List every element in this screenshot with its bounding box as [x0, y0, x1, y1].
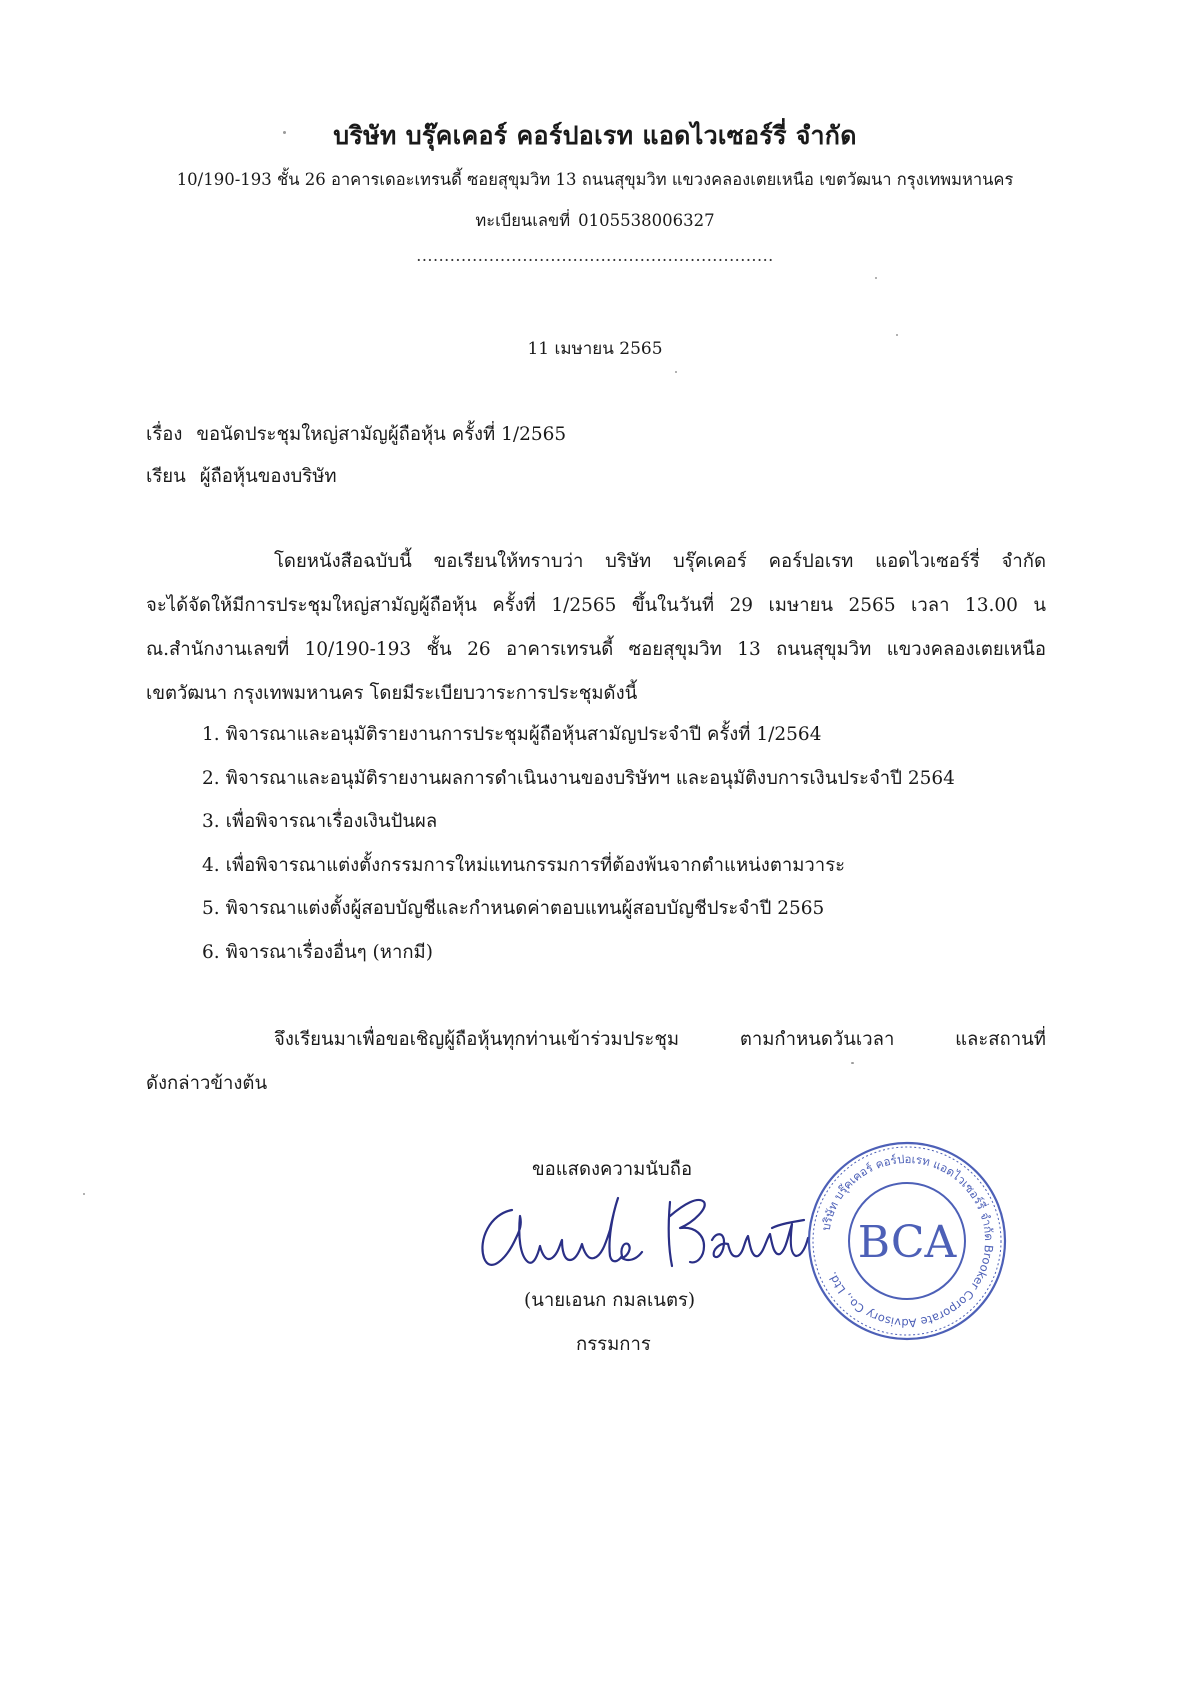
intro-line: เขตวัฒนา กรุงเทพมหานคร โดยมีระเบียบวาระการประชุมดังนี้ — [146, 683, 638, 704]
scan-speck — [896, 334, 898, 336]
agenda-number: 6. — [202, 941, 220, 963]
closing-line: ดังกล่าวข้างต้น — [146, 1073, 268, 1094]
scan-speck — [283, 131, 286, 134]
agenda-list — [202, 713, 955, 974]
agenda-number: 4. — [202, 854, 220, 876]
company-seal — [802, 1136, 1012, 1346]
agenda-text: พิจารณาและอนุมัติรายงานการประชุมผู้ถือหุ้นสามัญประจำปี ครั้งที่ 1/2564 — [225, 724, 822, 745]
regards-text: ขอแสดงความนับถือ — [532, 1159, 693, 1180]
agenda-item — [202, 887, 955, 931]
scan-speck — [675, 371, 677, 373]
registration-number: 0105538006327 — [578, 211, 715, 230]
recipient-label: เรียน — [146, 466, 186, 487]
agenda-item — [202, 800, 955, 844]
intro-line: ณ.สำนักงานเลขที่ 10/190-193 ชั้น 26 อาคารเทรนดี้ ซอยสุขุมวิท 13 ถนนสุขุมวิท แขวงคลองเตยเหนือ — [146, 639, 1046, 660]
scan-speck — [83, 1193, 85, 1195]
agenda-text: พิจารณาเรื่องอื่นๆ (หากมี) — [225, 941, 433, 963]
intro-line: จะได้จัดให้มีการประชุมใหญ่สามัญผู้ถือหุ้น ครั้งที่ 1/2565 ขึ้นในวันที่ 29 เมษายน 2565 เวลา 13.00 น — [146, 595, 1046, 616]
intro-paragraph — [146, 540, 1046, 716]
scan-speck — [851, 1062, 854, 1064]
company-address: 10/190-193 ชั้น 26 อาคารเดอะเทรนดี้ ซอยสุขุมวิท 13 ถนนสุขุมวิท แขวงคลองเตยเหนือ เขตวัฒนา กรุงเทพมหานคร — [176, 170, 1014, 189]
subject-text: ขอนัดประชุมใหญ่สามัญผู้ถือหุ้น ครั้งที่ 1/2565 — [196, 424, 567, 445]
agenda-number: 2. — [202, 767, 220, 789]
signatory-name: (นายเอนก กมลเนตร) — [524, 1290, 696, 1311]
agenda-text: เพื่อพิจารณาแต่งตั้งกรรมการใหม่แทนกรรมการที่ต้องพ้นจากตำแหน่งตามวาระ — [225, 854, 846, 876]
subject-label: เรื่อง — [146, 424, 183, 445]
recipient-line — [146, 462, 337, 491]
scan-speck — [875, 277, 877, 279]
closing-line: จึงเรียนมาเพื่อขอเชิญผู้ถือหุ้นทุกท่านเข้าร่วมประชุม ตามกำหนดวันเวลา และสถานที่ — [274, 1029, 1046, 1050]
agenda-item — [202, 757, 955, 801]
agenda-number: 3. — [202, 811, 220, 832]
agenda-item — [202, 713, 955, 757]
company-registration — [0, 208, 1190, 234]
recipient-text: ผู้ถือหุ้นของบริษัท — [199, 466, 337, 487]
agenda-text: เพื่อพิจารณาเรื่องเงินปันผล — [225, 811, 438, 832]
document-date: 11 เมษายน 2565 — [527, 339, 663, 359]
intro-line: โดยหนังสือฉบับนี้ ขอเรียนให้ทราบว่า บริษัท บรุ๊คเคอร์ คอร์ปอเรท แอดไวเซอร์รี่ จำกัด — [274, 551, 1046, 572]
registration-label: ทะเบียนเลขที่ — [475, 211, 571, 230]
agenda-number: 1. — [202, 724, 220, 745]
agenda-text: พิจารณาและอนุมัติรายงานผลการดำเนินงานของบริษัทฯ และอนุมัติงบการเงินประจำปี 2564 — [225, 767, 955, 789]
header-divider: ................................................................ — [416, 246, 774, 265]
subject-line — [146, 420, 566, 449]
company-name: บริษัท บรุ๊คเคอร์ คอร์ปอเรท แอดไวเซอร์รี่ จำกัด — [333, 121, 857, 150]
signatory-title: กรรมการ — [576, 1334, 651, 1355]
handwritten-signature — [472, 1180, 812, 1280]
seal-initials: BCA — [857, 1217, 957, 1268]
seal-ring-text: บริษัท บรุ๊คเคอร์ คอร์ปอเรท แอดไวเซอร์รี่ จำกัด Brooker Corporate Advisory Co., Ltd. — [818, 1151, 997, 1331]
agenda-item — [202, 931, 955, 975]
closing-paragraph — [146, 1018, 1046, 1106]
agenda-item — [202, 844, 955, 888]
agenda-text: พิจารณาแต่งตั้งผู้สอบบัญชีและกำหนดค่าตอบแทนผู้สอบบัญชีประจำปี 2565 — [225, 898, 825, 919]
agenda-number: 5. — [202, 898, 220, 919]
